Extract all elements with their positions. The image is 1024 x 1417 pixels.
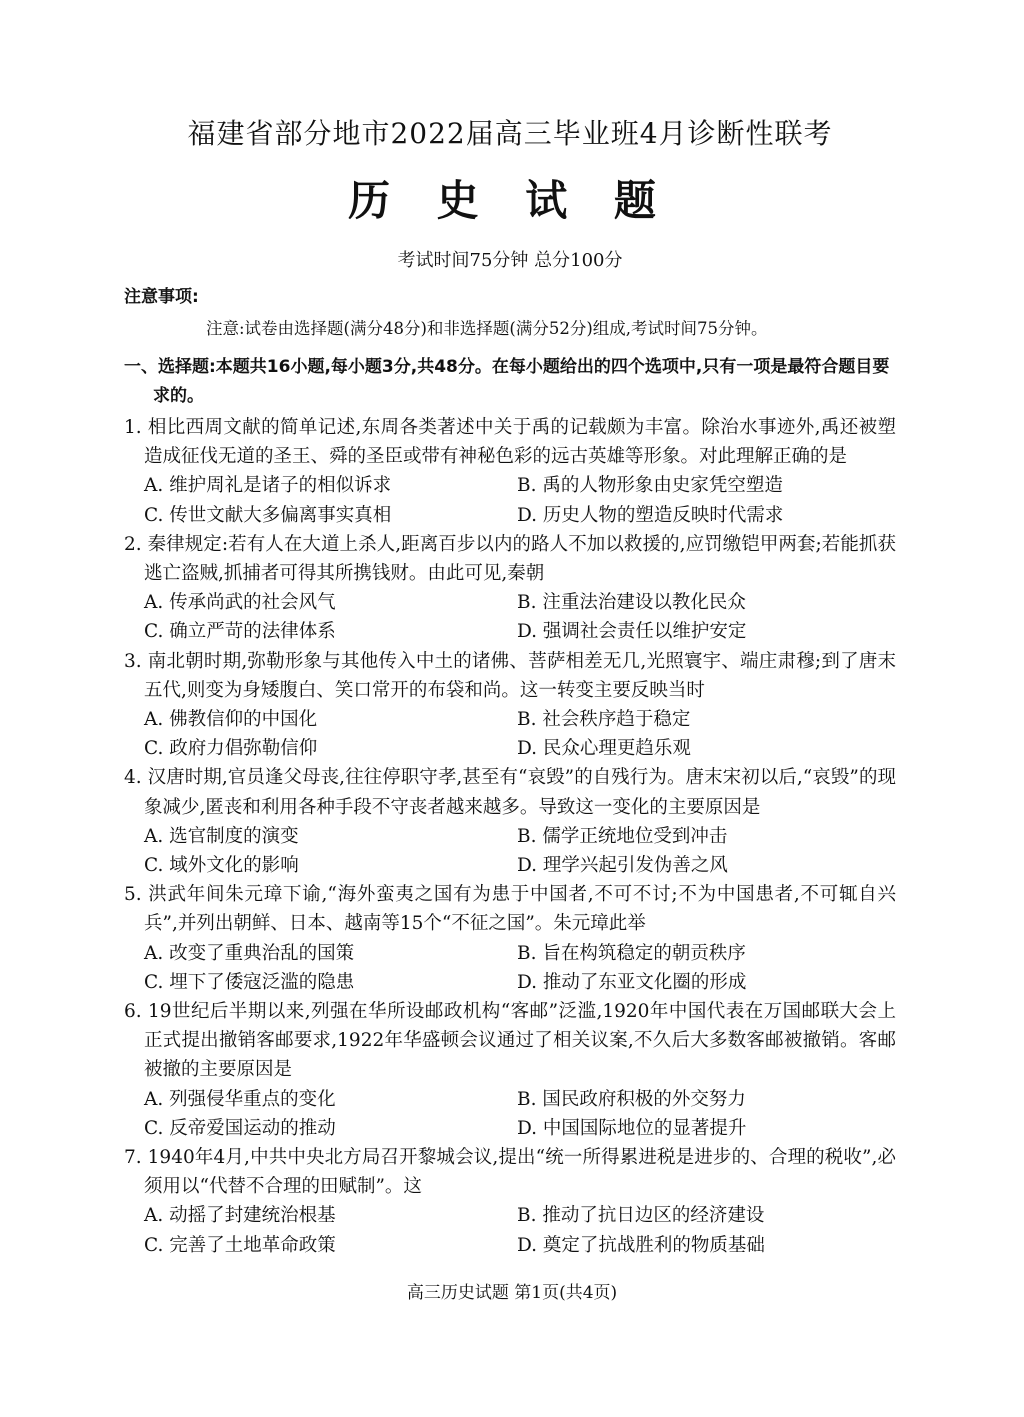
question-4: [124, 763, 896, 880]
option-list: [124, 1201, 896, 1259]
question-7: [124, 1143, 896, 1260]
question-3: [124, 647, 896, 764]
option-b: B. 国民政府积极的外交努力: [517, 1088, 746, 1110]
question-stem: 7. 1940年4月,中共中央北方局召开黎城会议,提出“统一所得累进税是进步的、合理的税收”,必须用以“代替不合理的田赋制”。这: [124, 1147, 896, 1198]
question-list: [124, 413, 896, 1260]
option-b: B. 儒学正统地位受到冲击: [517, 825, 728, 847]
option-list: [124, 588, 896, 646]
option-c: C. 传世文献大多偏离事实真相: [144, 504, 392, 526]
question-6: [124, 997, 896, 1143]
option-c: C. 域外文化的影响: [144, 855, 299, 877]
option-b: B. 禹的人物形象由史家凭空塑造: [517, 475, 783, 497]
option-list: [124, 471, 896, 529]
option-b: B. 社会秩序趋于稳定: [517, 709, 691, 731]
option-d: D. 中国国际地位的显著提升: [517, 1117, 747, 1139]
question-stem: 4. 汉唐时期,官员逢父母丧,往往停职守孝,甚至有“哀毁”的自残行为。唐末宋初以后,“哀毁”的现象减少,匿丧和利用各种手段不守丧者越来越多。导致这一变化的主要原因是: [124, 767, 896, 818]
question-stem: 1. 相比西周文献的简单记述,东周各类著述中关于禹的记载颇为丰富。除治水事迹外,禹还被塑造成征伐无道的圣王、舜的圣臣或带有神秘色彩的远古英雄等形象。对此理解正确的是: [124, 417, 896, 468]
option-a: A. 佛教信仰的中国化: [144, 709, 318, 731]
option-list: [124, 939, 896, 997]
subject-title: 历 史 试 题: [348, 176, 672, 225]
option-d: D. 理学兴起引发伪善之风: [517, 855, 728, 877]
notice-text: 注意:试卷由选择题(满分48分)和非选择题(满分52分)组成,考试时间75分钟。: [206, 319, 768, 338]
option-c: C. 政府力倡弥勒信仰: [144, 738, 318, 760]
option-a: A. 列强侵华重点的变化: [144, 1088, 336, 1110]
option-d: D. 历史人物的塑造反映时代需求: [517, 504, 784, 526]
option-b: B. 推动了抗日边区的经济建设: [517, 1205, 765, 1227]
question-stem: 2. 秦律规定:若有人在大道上杀人,距离百步以内的路人不加以救援的,应罚缴铠甲两套;若能抓获逃亡盗贼,抓捕者可得其所携钱财。由此可见,秦朝: [124, 533, 896, 585]
option-list: [124, 705, 896, 763]
option-d: D. 强调社会责任以维护安定: [517, 621, 747, 643]
option-a: A. 传承尚武的社会风气: [144, 592, 336, 614]
option-c: C. 反帝爱国运动的推动: [144, 1117, 336, 1139]
option-a: A. 维护周礼是诸子的相似诉求: [144, 475, 392, 497]
question-1: [124, 413, 896, 530]
option-b: B. 注重法治建设以教化民众: [517, 592, 746, 614]
question-2: [124, 530, 896, 647]
option-list: [124, 1085, 896, 1143]
question-stem: 3. 南北朝时期,弥勒形象与其他传入中土的诸佛、菩萨相差无几,光照寰宇、端庄肃穆;到了唐末五代,则变为身矮腹白、笑口常开的布袋和尚。这一转变主要反映当时: [124, 650, 896, 701]
option-a: A. 动摇了封建统治根基: [144, 1205, 336, 1227]
notice-title: 注意事项:: [124, 287, 199, 307]
option-d: D. 民众心理更趋乐观: [517, 738, 691, 760]
question-5: [124, 880, 896, 997]
page-footer: 高三历史试题 第1页(共4页): [406, 1283, 618, 1303]
option-d: D. 奠定了抗战胜利的物质基础: [517, 1234, 765, 1256]
option-c: C. 埋下了倭寇泛滥的隐患: [144, 971, 355, 993]
option-b: B. 旨在构筑稳定的朝贡秩序: [517, 942, 746, 964]
option-a: A. 改变了重典治乱的国策: [144, 942, 355, 964]
option-c: C. 完善了土地革命政策: [144, 1234, 336, 1256]
exam-title: 福建省部分地市2022届高三毕业班4月诊断性联考: [187, 117, 833, 150]
option-a: A. 选官制度的演变: [144, 825, 299, 847]
option-c: C. 确立严苛的法律体系: [144, 621, 336, 643]
exam-info: 考试时间75分钟 总分100分: [397, 250, 623, 271]
option-list: [124, 822, 896, 880]
question-stem: 6. 19世纪后半期以来,列强在华所设邮政机构“客邮”泛滥,1920年中国代表在万国邮联大会上正式提出撤销客邮要求,1922年华盛顿会议通过了相关议案,不久后大多数客邮被撤销。客邮被撤的主要原因是: [124, 1001, 896, 1081]
section-title: 一、选择题:本题共16小题,每小题3分,共48分。在每小题给出的四个选项中,只有一项是最符合题目要求的。: [124, 357, 890, 406]
question-stem: 5. 洪武年间朱元璋下谕,“海外蛮夷之国有为患于中国者,不可不讨;不为中国患者,不可辄自兴兵”,并列出朝鲜、日本、越南等15个“不征之国”。朱元璋此举: [124, 884, 896, 935]
option-d: D. 推动了东亚文化圈的形成: [517, 971, 747, 993]
